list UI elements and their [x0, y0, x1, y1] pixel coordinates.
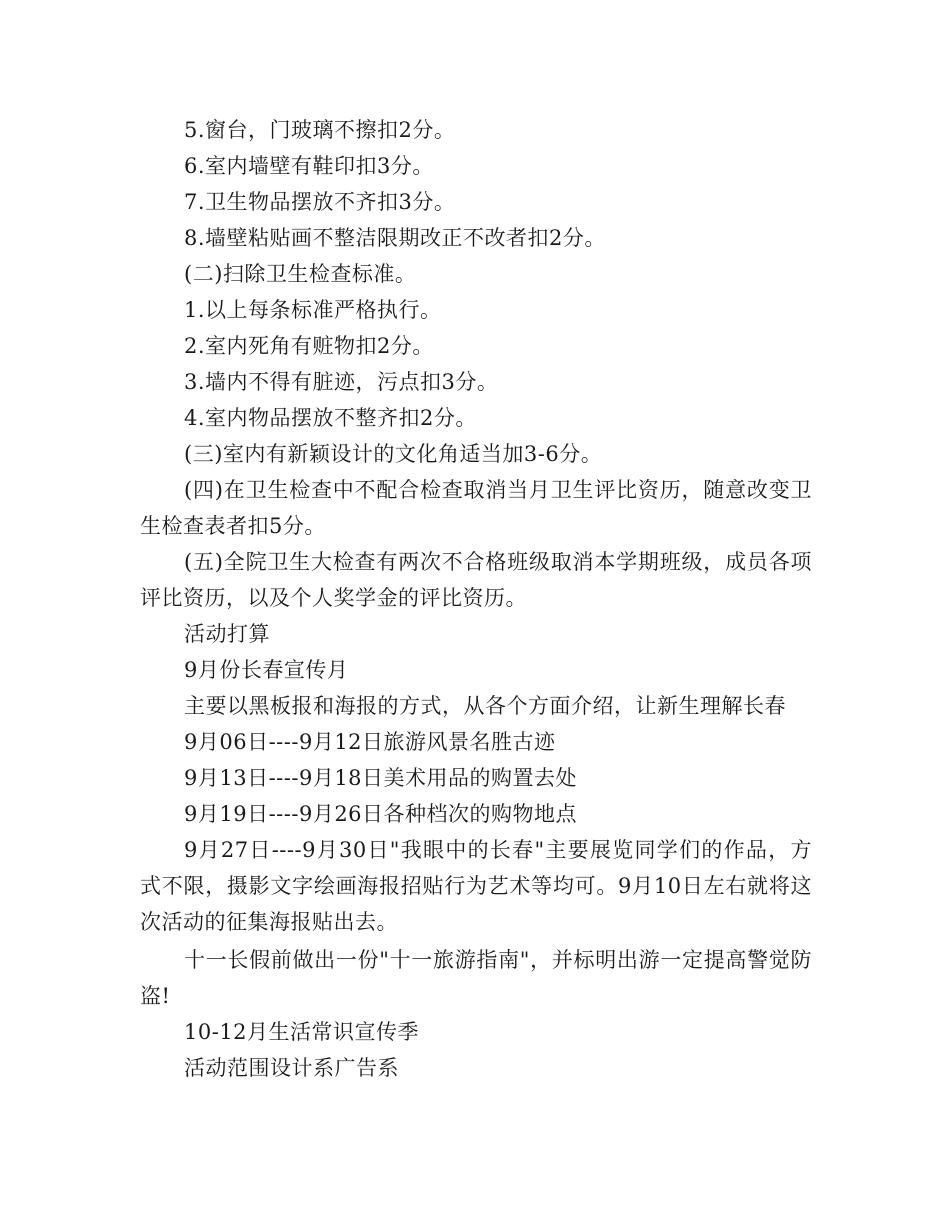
heading-september-month: 9月份长春宣传月	[184, 658, 349, 682]
paragraph-cleaning-2: 2.室内死角有赃物扣2分。	[184, 334, 434, 358]
paragraph-cleaning-1: 1.以上每条标准严格执行。	[184, 298, 442, 322]
heading-life-tips-season: 10-12月生活常识宣传季	[184, 1020, 420, 1044]
schedule-item-2: 9月13日----9月18日美术用品的购置去处	[184, 766, 578, 790]
document-body	[140, 112, 812, 1086]
paragraph-cleaning-4: 4.室内物品摆放不整齐扣2分。	[184, 406, 477, 430]
paragraph-failed-inspection: (五)全院卫生大检查有两次不合格班级取消本学期班级，成员各项评比资历，以及个人奖学金的评比资历。	[140, 550, 812, 610]
paragraph-item-6: 6.室内墙壁有鞋印扣3分。	[184, 154, 434, 178]
paragraph-activity-scope: 活动范围设计系广告系	[184, 1056, 399, 1080]
paragraph-item-8: 8.墙壁粘贴画不整洁限期改正不改者扣2分。	[184, 226, 606, 250]
paragraph-item-5: 5.窗台，门玻璃不擦扣2分。	[184, 118, 456, 142]
schedule-item-3: 9月19日----9月26日各种档次的购物地点	[184, 802, 578, 826]
paragraph-national-day-guide: 十一长假前做出一份"十一旅游指南"，并标明出游一定提高警觉防盗!	[140, 948, 812, 1008]
paragraph-noncooperation: (四)在卫生检查中不配合检查取消当月卫生评比资历，随意改变卫生检查表者扣5分。	[140, 478, 812, 538]
schedule-item-4: 9月27日----9月30日"我眼中的长春"主要展览同学们的作品，方式不限，摄影文字绘画海报招贴行为艺术等均可。9月10日左右就将这次活动的征集海报贴出去。	[140, 838, 812, 934]
section-heading-cleaning-standard: (二)扫除卫生检查标准。	[184, 262, 417, 286]
paragraph-item-7: 7.卫生物品摆放不齐扣3分。	[184, 190, 456, 214]
schedule-item-1: 9月06日----9月12日旅游风景名胜古迹	[184, 730, 556, 754]
paragraph-culture-corner: (三)室内有新颖设计的文化角适当加3-6分。	[184, 442, 603, 466]
paragraph-cleaning-3: 3.墙内不得有脏迹，污点扣3分。	[184, 370, 499, 394]
heading-activity-plan: 活动打算	[184, 622, 270, 646]
paragraph-september-intro: 主要以黑板报和海报的方式，从各个方面介绍，让新生理解长春	[184, 694, 786, 718]
